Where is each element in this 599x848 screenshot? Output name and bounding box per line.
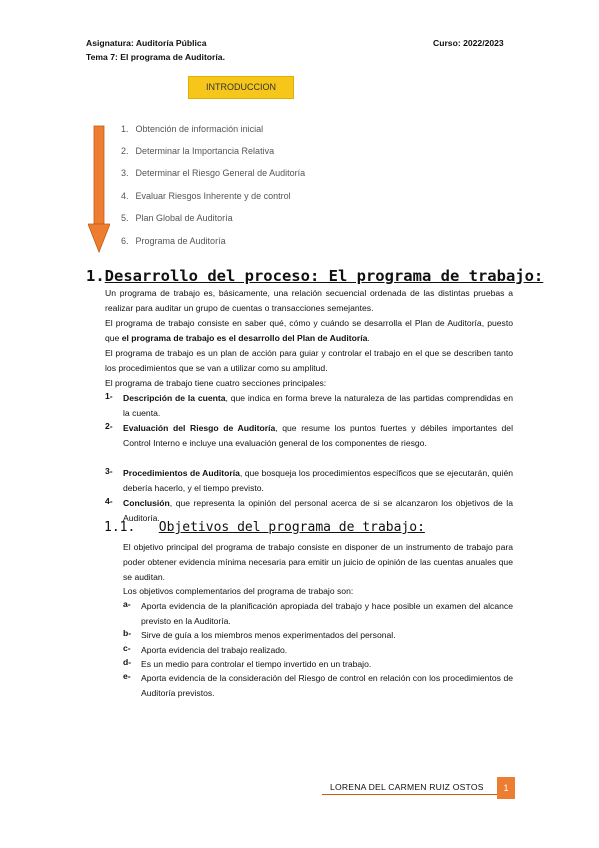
- list-item: Aporta evidencia de la planificación apropiada del trabajo y hace posible un examen del alcance previsto en la Auditoría.: [141, 601, 513, 626]
- list-number: 3-: [105, 466, 113, 476]
- paragraph: El programa de trabajo consiste en saber qué, cómo y cuándo se desarrolla el Plan de Auditoría, puesto que el programa de trabajo es el desarrollo del Plan de Auditoría.: [105, 318, 513, 343]
- subsection-heading: 1.1. Objetivos del programa de trabajo:: [104, 520, 425, 535]
- step-item: 1. Obtención de información inicial: [121, 124, 264, 134]
- page-number: 1: [497, 777, 515, 799]
- list-item: Aporta evidencia del trabajo realizado.: [141, 645, 288, 655]
- list-item: Procedimientos de Auditoría, que bosqueja los procedimientos específicos que se ejecutarán, quién debería hacerlo, y el tiempo previsto.: [123, 468, 514, 493]
- step-item: 2. Determinar la Importancia Relativa: [121, 146, 275, 156]
- list-item: Sirve de guía a los miembros menos experimentados del personal.: [141, 630, 396, 640]
- list-item: Aporta evidencia de la consideración del Riesgo de control en relación con los procedimientos de Auditoría previstos.: [141, 673, 513, 698]
- paragraph: El objetivo principal del programa de trabajo consiste en disponer de un instrumento de trabajo para poder obtener evidencia mínima necesaria para emitir un juicio de opinión de las cuentas anuales que se auditan.: [123, 542, 513, 582]
- course-header: Curso: 2022/2023: [433, 38, 504, 48]
- footer-divider: [322, 794, 497, 795]
- paragraph: El programa de trabajo tiene cuatro secciones principales:: [105, 378, 327, 388]
- list-number: 1-: [105, 391, 113, 401]
- subject-header: Asignatura: Auditoría Pública: [86, 38, 207, 48]
- list-marker: d-: [123, 657, 132, 667]
- step-item: 5. Plan Global de Auditoría: [121, 213, 233, 223]
- list-marker: a-: [123, 599, 131, 609]
- topic-header: Tema 7: El programa de Auditoría.: [86, 52, 225, 62]
- list-item: Conclusión, que representa la opinión del personal acerca de si se alcanzaron los objetivos de la Auditoría.: [123, 498, 513, 523]
- paragraph: El programa de trabajo es un plan de acción para guiar y controlar el trabajo en el que se describen tanto los procedimientos que se van a utilizar como su amplitud.: [105, 348, 513, 373]
- footer-author: LORENA DEL CARMEN RUIZ OSTOS: [330, 782, 484, 792]
- list-marker: e-: [123, 671, 131, 681]
- list-marker: b-: [123, 628, 132, 638]
- list-item: Evaluación del Riesgo de Auditoría, que resume los puntos fuertes y débiles importantes del Control Interno e incluye una evaluación general de los componentes de riesgo.: [123, 423, 513, 448]
- list-marker: c-: [123, 643, 131, 653]
- list-item: Es un medio para controlar el tiempo invertido en un trabajo.: [141, 659, 372, 669]
- step-item: 4. Evaluar Riesgos Inherente y de control: [121, 191, 291, 201]
- list-item: Descripción de la cuenta, que indica en forma breve la naturaleza de las partidas comprendidas en la cuenta.: [123, 393, 513, 418]
- paragraph: Un programa de trabajo es, básicamente, una relación secuencial ordenada de las distintas pruebas a realizar para auditar un grupo de cuentas o transacciones semejantes.: [105, 288, 513, 313]
- down-arrow-icon: [88, 124, 110, 254]
- process-arrow: [88, 124, 110, 254]
- step-item: 6. Programa de Auditoría: [121, 236, 226, 246]
- list-number: 4-: [105, 496, 113, 506]
- intro-box: INTRODUCCION: [188, 76, 294, 99]
- list-number: 2-: [105, 421, 113, 431]
- step-item: 3. Determinar el Riesgo General de Auditoría: [121, 168, 306, 178]
- paragraph: Los objetivos complementarios del programa de trabajo son:: [123, 586, 354, 596]
- section-heading: 1.Desarrollo del proceso: El programa de trabajo:: [86, 267, 544, 285]
